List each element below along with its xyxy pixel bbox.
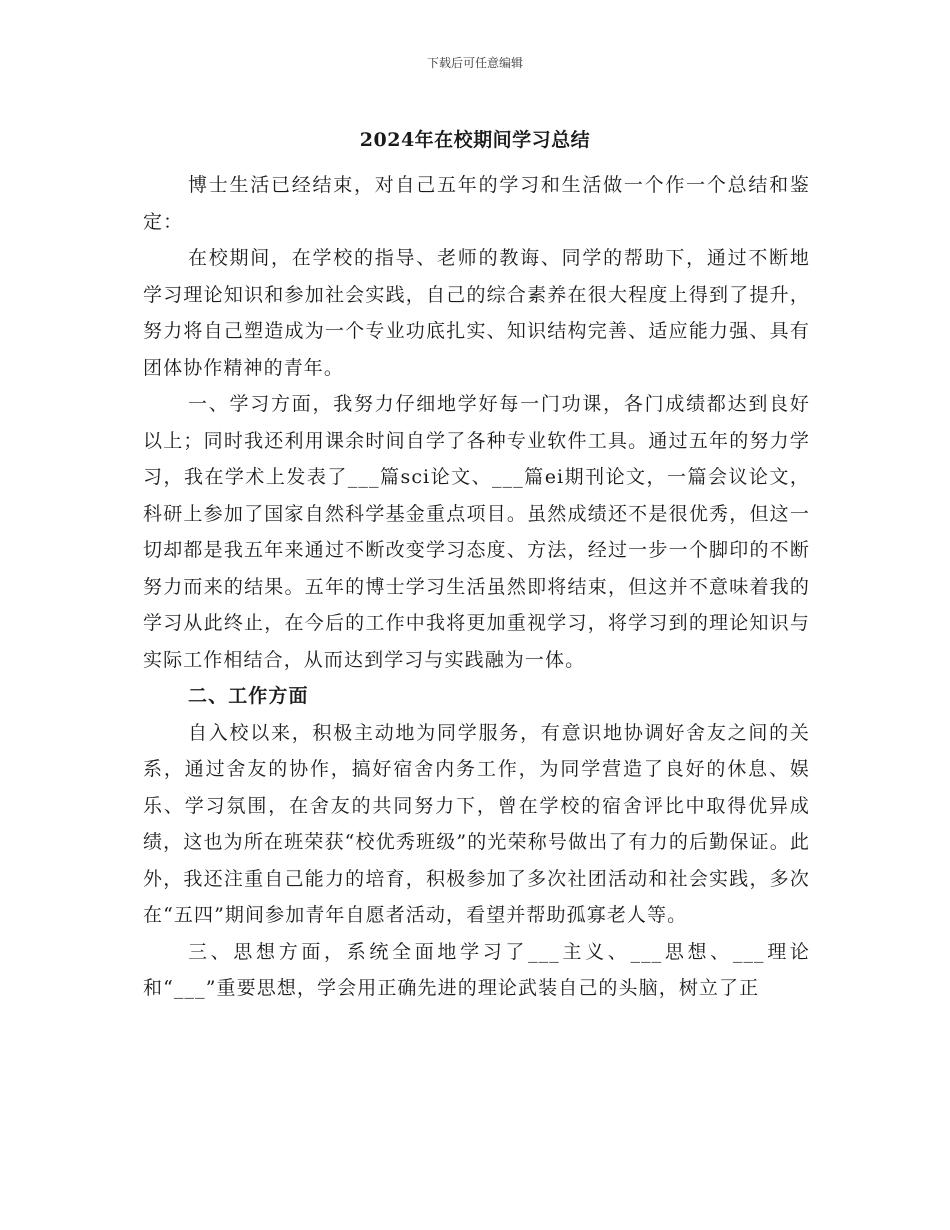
section-heading-work: 二、工作方面 (188, 685, 309, 707)
paragraph-thought: 三、思想方面，系统全面地学习了___主义、___思想、___理论和“___”重要思想，学会用正确先进的理论武装自己的头脑，树立了正 (143, 940, 810, 999)
document-title: 2024年在校期间学习总结 (359, 129, 591, 151)
paragraph-work: 自入校以来，积极主动地为同学服务，有意识地协调好舍友之间的关系，通过舍友的协作，搞好宿舍内务工作，为同学营造了良好的休息、娱乐、学习氛围，在舍友的共同努力下，曾在学校的宿舍评比中取得优异成绩，这也为所在班荣获“校优秀班级”的光荣称号做出了有力的后勤保证。此外，我还注重自己能力的培育，积极参加了多次社团活动和社会实践，多次在“五四”期间参加青年自愿者活动，看望并帮助孤寡老人等。 (143, 721, 810, 926)
header-note: 下载后可任意编辑 (426, 56, 523, 70)
paragraph-study: 一、学习方面，我努力仔细地学好每一门功课，各门成绩都达到良好以上；同时我还利用课余时间自学了各种专业软件工具。通过五年的努力学习，我在学术上发表了___篇sci论文、___篇ei期刊论文，一篇会议论文，科研上参加了国家自然科学基金重点项目。虽然成绩还不是很优秀，但这一切却都是我五年来通过不断改变学习态度、方法，经过一步一个脚印的不断努力而来的结果。五年的博士学习生活虽然即将结束，但这并不意味着我的学习从此终止，在今后的工作中我将更加重视学习，将学习到的理论知识与实际工作相结合，从而达到学习与实践融为一体。 (143, 393, 810, 671)
paragraph-intro: 博士生活已经结束，对自己五年的学习和生活做一个作一个总结和鉴定： (143, 174, 810, 233)
document-body (143, 167, 810, 1007)
paragraph-overview: 在校期间，在学校的指导、老师的教诲、同学的帮助下，通过不断地学习理论知识和参加社会实践，自己的综合素养在很大程度上得到了提升，努力将自己塑造成为一个专业功底扎实、知识结构完善、适应能力强、具有团体协作精神的青年。 (143, 247, 810, 379)
